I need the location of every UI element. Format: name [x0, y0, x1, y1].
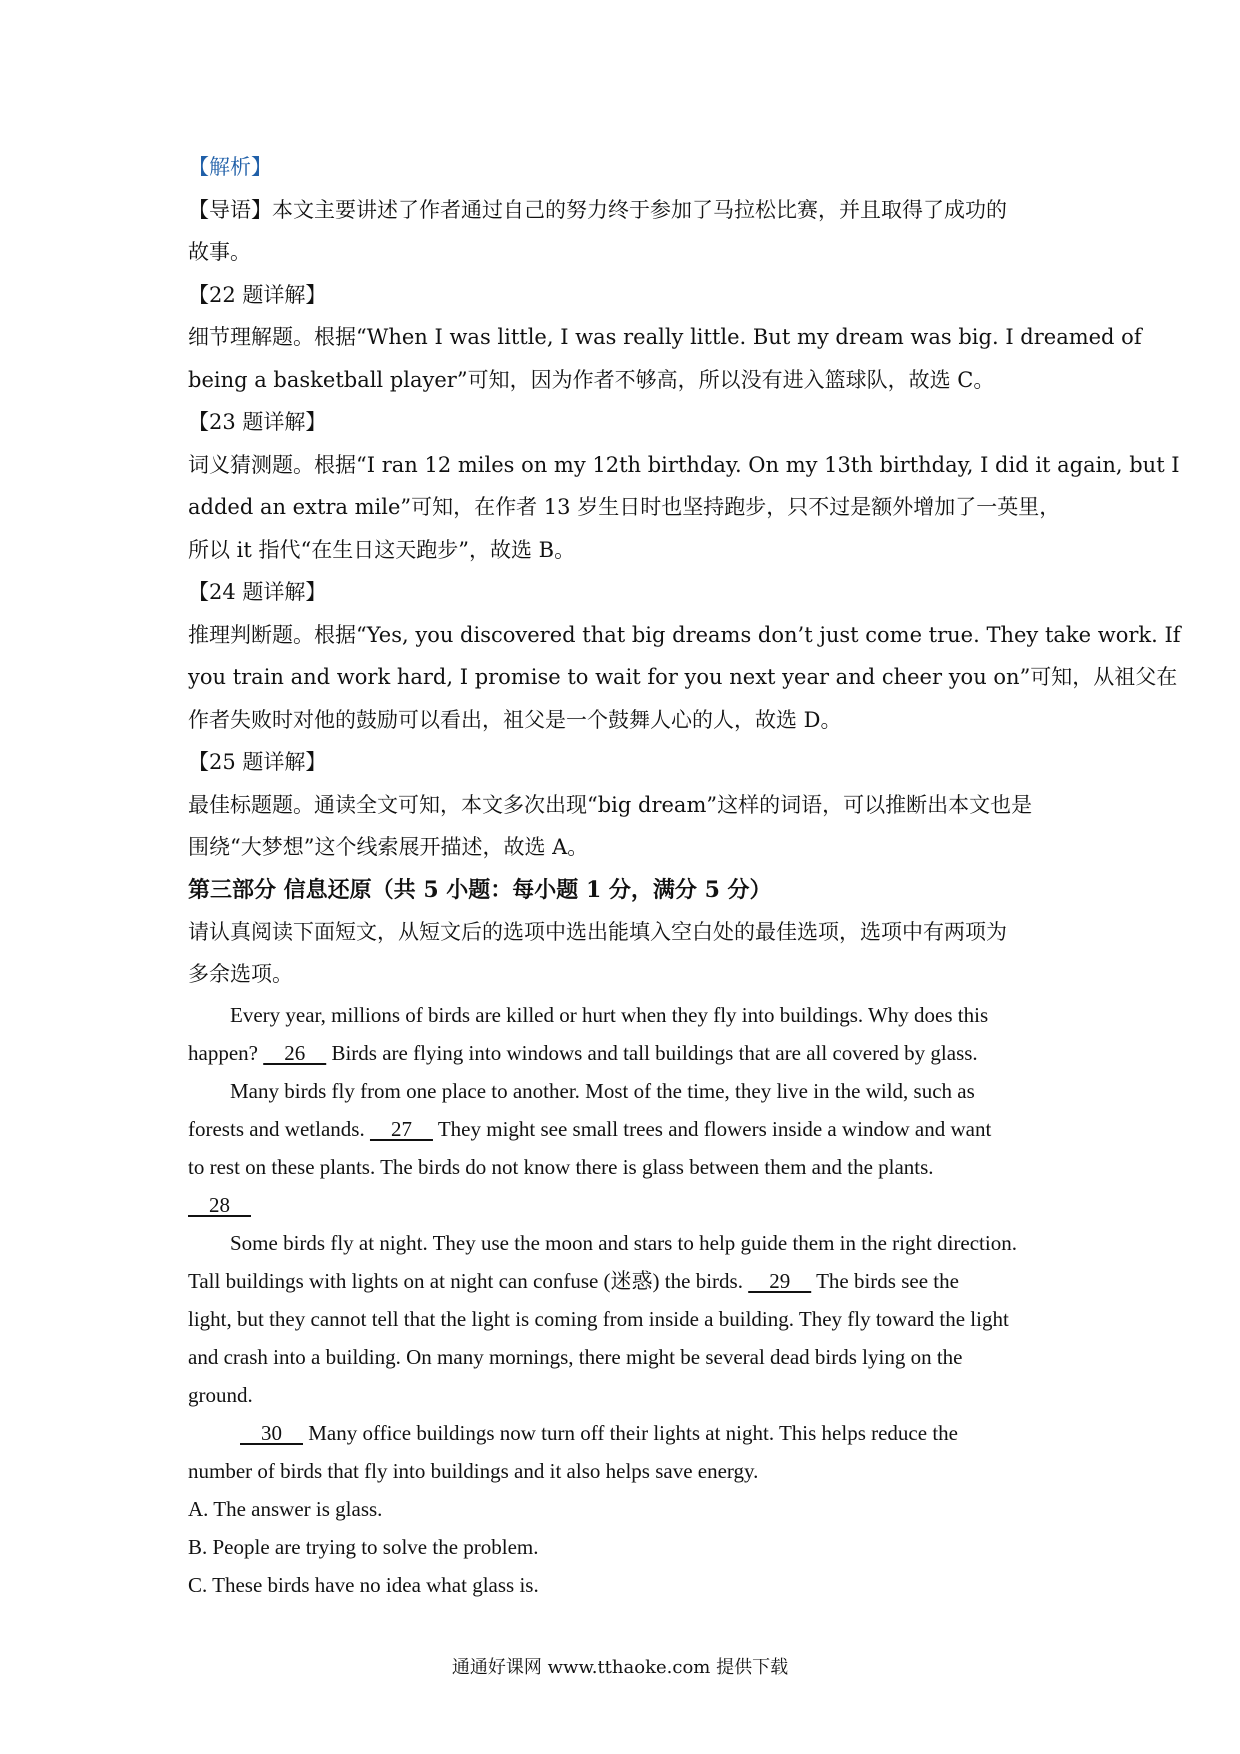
q22-heading: 【22 题详解】 [188, 282, 327, 307]
option-b: B. People are trying to solve the problem. [188, 1534, 539, 1559]
passage-p1-line-1: Every year, millions of birds are killed or hurt when they fly into buildings. Why does this [230, 1002, 989, 1027]
passage-text: forests and wetlands. [188, 1116, 370, 1141]
reading-passage [188, 996, 1068, 1490]
intro-line-1: 【导语】本文主要讲述了作者通过自己的努力终于参加了马拉松比赛，并且取得了成功的 [188, 197, 1007, 222]
passage-text: They might see small trees and flowers inside a window and want [432, 1116, 992, 1141]
q23-line-2: added an extra mile”可知，在作者 13 岁生日时也坚持跑步，只不过是额外增加了一英里， [188, 495, 1061, 519]
q23-heading: 【23 题详解】 [188, 410, 327, 434]
q24-line-3: 作者失败时对他的鼓励可以看出，祖父是一个鼓舞人心的人，故选 D。 [188, 707, 842, 732]
q23-line-1: 词义猜测题。根据“I ran 12 miles on my 12th birthday. On my 13th birthday, I did it again, but I [188, 452, 1180, 477]
blank-30: 30 [240, 1420, 303, 1445]
section-3-instruction-2: 多余选项。 [188, 962, 293, 986]
option-a: A. The answer is glass. [188, 1496, 383, 1521]
q24-heading: 【24 题详解】 [188, 580, 327, 604]
passage-text: happen? [188, 1040, 264, 1065]
q25-heading: 【25 题详解】 [188, 750, 327, 774]
q25-line-1: 最佳标题题。通读全文可知，本文多次出现“big dream”这样的词语，可以推断出本文也是 [188, 792, 1033, 817]
passage-text: Birds are flying into windows and tall buildings that are all covered by glass. [326, 1040, 978, 1065]
blank-26: 26 [263, 1040, 327, 1065]
passage-text: The birds see the [811, 1268, 959, 1293]
page-footer: 通通好课网 www.tthaoke.com 提供下载 [451, 1657, 789, 1678]
q24-line-2: you train and work hard, I promise to wait for you next year and cheer you on”可知，从祖父在 [188, 665, 1178, 689]
passage-p2-line-3: to rest on these plants. The birds do not know there is glass between them and the plants. [188, 1154, 934, 1179]
section-3-instruction-1: 请认真阅读下面短文，从短文后的选项中选出能填入空白处的最佳选项，选项中有两项为 [188, 919, 1007, 944]
passage-p4-line-1 [188, 1414, 1068, 1452]
passage-p3-line-4: and crash into a building. On many mornings, there might be several dead birds lying on the [188, 1344, 963, 1369]
q23-line-3: 所以 it 指代“在生日这天跑步”，故选 B。 [188, 537, 576, 562]
blank-29: 29 [748, 1268, 812, 1293]
document-body [188, 146, 1181, 1604]
q24-line-1: 推理判断题。根据“Yes, you discovered that big dreams don’t just come true. They take work. If [188, 622, 1181, 647]
intro-line-2: 故事。 [188, 240, 251, 264]
section-3-title: 第三部分 信息还原（共 5 小题：每小题 1 分，满分 5 分） [188, 876, 772, 903]
answer-options [188, 1490, 1068, 1604]
q25-line-2: 围绕“大梦想”这个线索展开描述，故选 A。 [188, 835, 589, 859]
blank-27: 27 [369, 1116, 433, 1141]
analysis-heading: 【解析】 [188, 155, 272, 179]
passage-p4-line-2: number of birds that fly into buildings and it also helps save energy. [188, 1458, 759, 1483]
option-c: C. These birds have no idea what glass is. [188, 1572, 539, 1597]
passage-p2-line-2 [188, 1110, 1068, 1148]
passage-text: Many office buildings now turn off their lights at night. This helps reduce the [303, 1420, 958, 1445]
passage-text: Tall buildings with lights on at night can confuse (迷惑) the birds. [188, 1268, 749, 1293]
passage-p3-line-3: light, but they cannot tell that the light is coming from inside a building. They fly toward the light [188, 1306, 1009, 1331]
passage-p3-line-2 [188, 1262, 1068, 1300]
passage-p2-line-4 [188, 1186, 1068, 1224]
passage-p1-line-2 [188, 1034, 1068, 1072]
passage-p3-line-1: Some birds fly at night. They use the moon and stars to help guide them in the right direction. [230, 1230, 1017, 1255]
passage-p2-line-1: Many birds fly from one place to another. Most of the time, they live in the wild, such as [230, 1078, 975, 1103]
q22-line-1: 细节理解题。根据“When I was little, I was really little. But my dream was big. I dreamed of [188, 325, 1142, 349]
blank-28: 28 [188, 1192, 251, 1217]
passage-p3-line-5: ground. [188, 1382, 253, 1407]
q22-line-2: being a basketball player”可知，因为作者不够高，所以没有进入篮球队，故选 C。 [188, 367, 995, 392]
